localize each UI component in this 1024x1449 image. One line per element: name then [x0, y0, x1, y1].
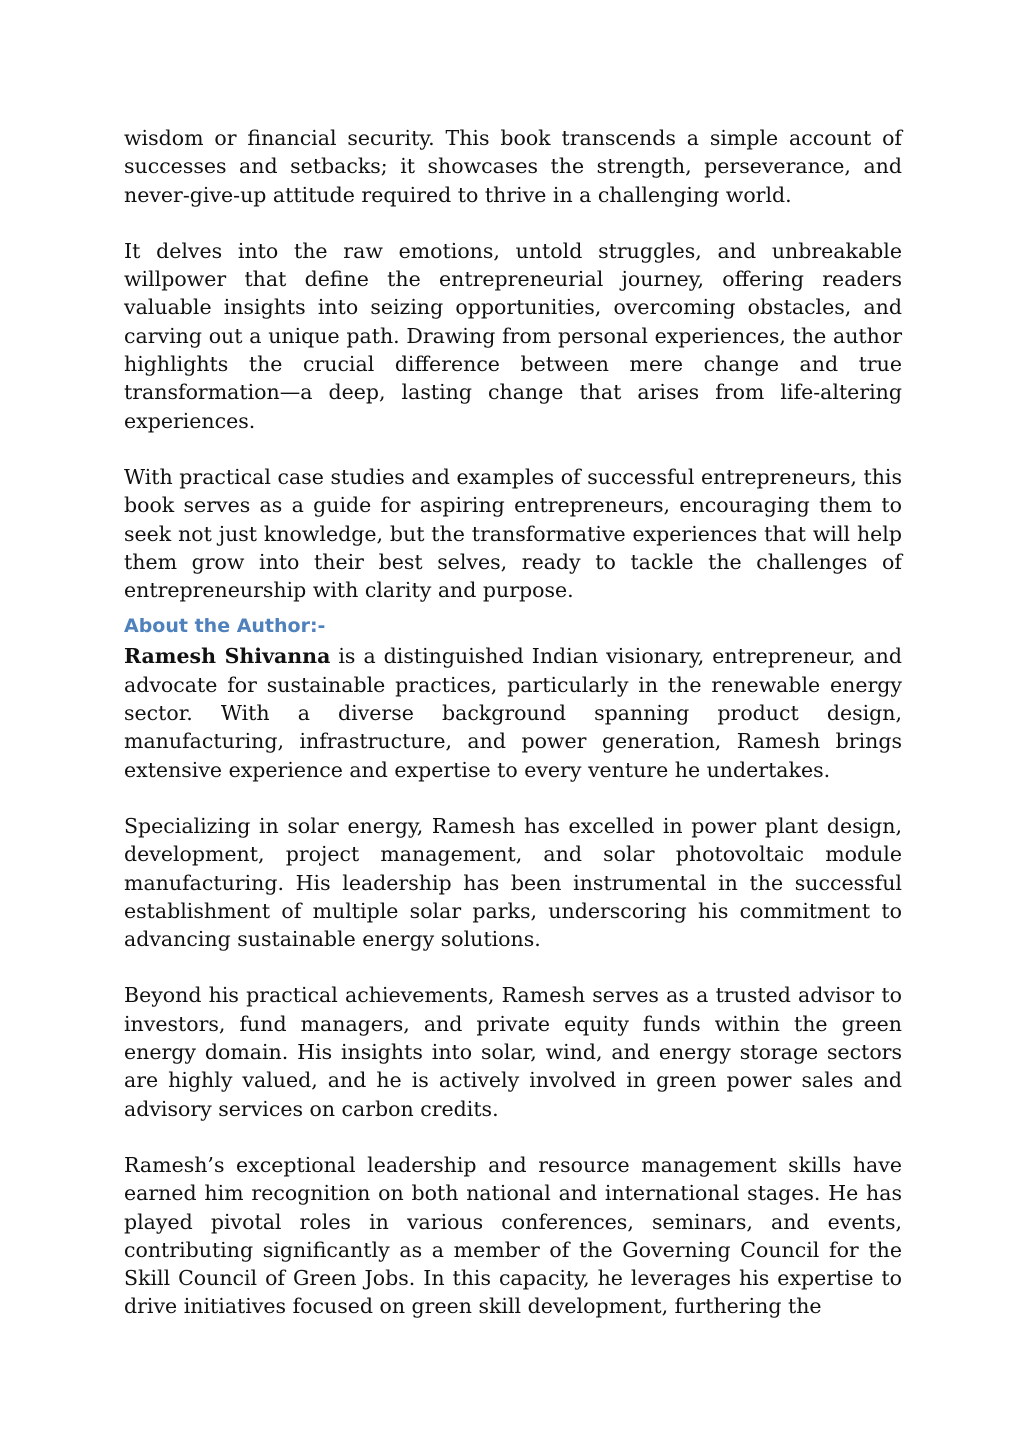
- paragraph-author-3: Ramesh’s exceptional leadership and resource management skills have earned him recognition on both national and international stages. He has played pivotal roles in various conferences, seminars, and events, contributing significantly as a member of the Governing Council for the Skill Council of Green Jobs. In this capacity, he leverages his expertise to drive initiatives focused on green skill development, furthering the: [124, 1152, 902, 1319]
- paragraph-intro-3: With practical case studies and examples of successful entrepreneurs, this book serves as a guide for aspiring entrepreneurs, encouraging them to seek not just knowledge, but the transformative experiences that will help them grow into their best selves, ready to tackle the challenges of entrepreneurship with clarity and purpose.: [124, 464, 902, 603]
- paragraph-author-1: Specializing in solar energy, Ramesh has excelled in power plant design, development, project management, and solar photovoltaic module manufacturing. His leadership has been instrumental in the successful establishment of multiple solar parks, underscoring his commitment to advancing sustainable energy solutions.: [124, 813, 902, 952]
- author-intro-text: is a distinguished Indian visionary, entrepreneur, and advocate for sustainable practices, particularly in the renewable energy sector. With a diverse background spanning product design, manufacturing, infrastructure, and power generation, Ramesh brings extensive experience and expertise to every venture he undertakes.: [124, 644, 902, 782]
- document-page: [124, 124, 902, 1349]
- section-heading-about-author: About the Author:-: [124, 615, 326, 638]
- author-name: Ramesh Shivanna: [124, 644, 331, 669]
- paragraph-intro-2: It delves into the raw emotions, untold struggles, and unbreakable willpower that define the entrepreneurial journey, offering readers valuable insights into seizing opportunities, overcoming obstacles, and carving out a unique path. Drawing from personal experiences, the author highlights the crucial difference between mere change and true transformation—a deep, lasting change that arises from life-altering experiences.: [124, 238, 902, 433]
- paragraph-intro-1: wisdom or financial security. This book transcends a simple account of successes and setbacks; it showcases the strength, perseverance, and never-give-up attitude required to thrive in a challenging world.: [124, 126, 902, 207]
- paragraph-author-intro: [124, 642, 902, 783]
- paragraph-author-2: Beyond his practical achievements, Ramesh serves as a trusted advisor to investors, fund managers, and private equity funds within the green energy domain. His insights into solar, wind, and energy storage sectors are highly valued, and he is actively involved in green power sales and advisory services on carbon credits.: [124, 983, 902, 1121]
